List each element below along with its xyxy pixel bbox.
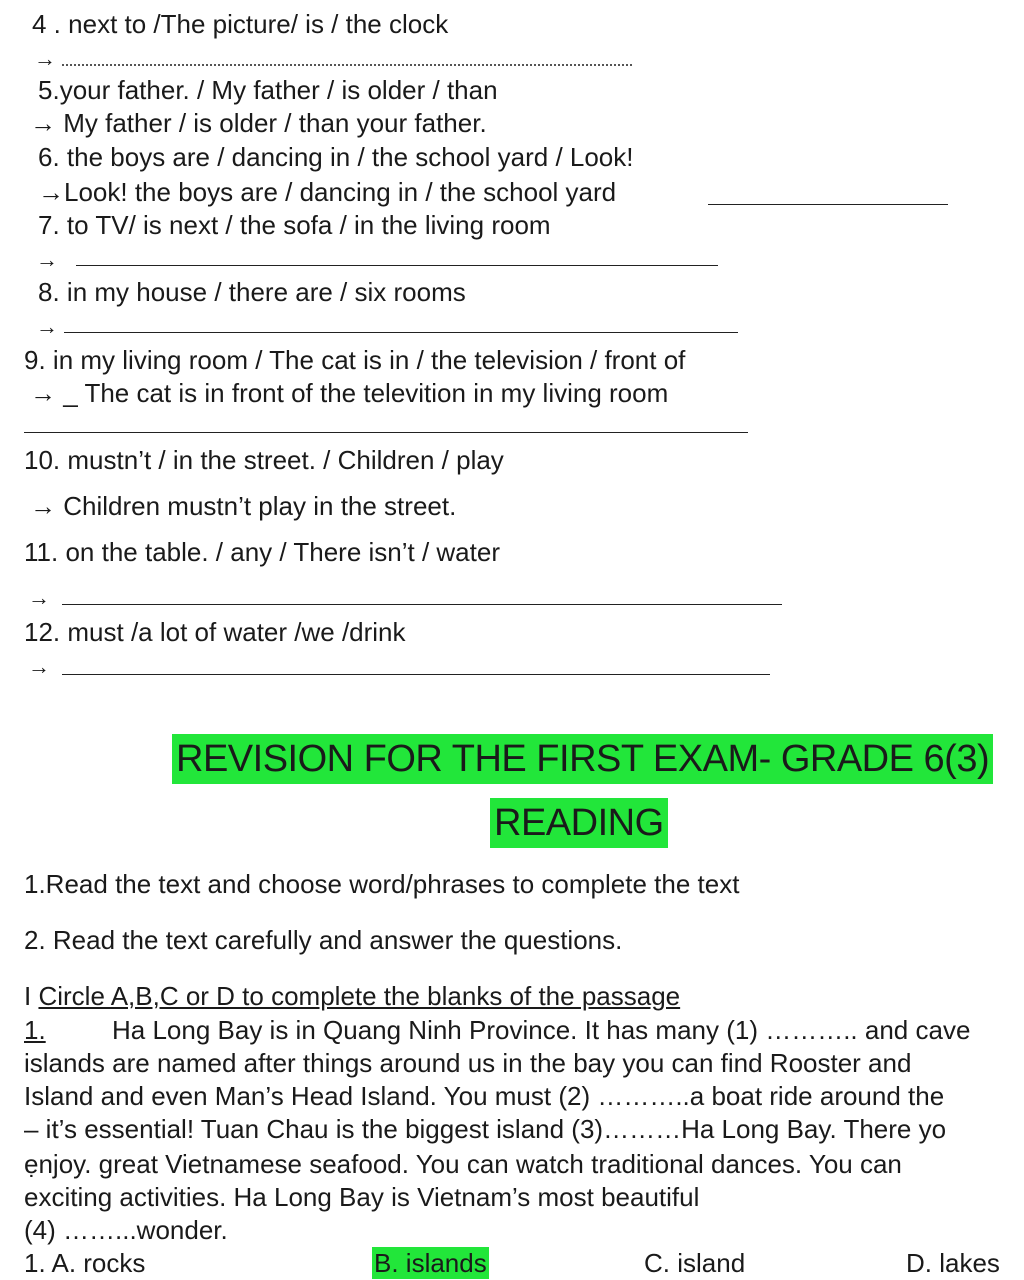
option-a[interactable]: 1. A. rocks bbox=[24, 1248, 146, 1278]
arrow-icon: → bbox=[28, 585, 50, 610]
arrow-icon: → bbox=[28, 654, 50, 679]
sentence-12-prompt: 12. must /a lot of water /we /drink bbox=[24, 617, 406, 647]
sentence-5-prompt: 5.your father. / My father / is older / than bbox=[38, 75, 498, 105]
sentence-9-answer: → _ The cat is in front of the televition in my living room bbox=[30, 378, 669, 408]
passage-item-number: 1. bbox=[24, 1015, 46, 1045]
revision-title-banner: REVISION FOR THE FIRST EXAM- GRADE 6(3) bbox=[172, 734, 993, 784]
passage-line: Island and even Man’s Head Island. You must (2) ………..a boat ride around the bbox=[24, 1081, 945, 1111]
arrow-icon: → bbox=[38, 177, 64, 207]
option-c[interactable]: C. island bbox=[644, 1248, 746, 1278]
instruction-2: 2. Read the text carefully and answer the questions. bbox=[24, 925, 623, 955]
sentence-7-prompt: 7. to TV/ is next / the sofa / in the living room bbox=[38, 210, 551, 240]
arrow-icon: → bbox=[36, 247, 58, 272]
answer-blank[interactable] bbox=[62, 64, 632, 66]
passage-line: ẹnjoy. great Vietnamese seafood. You can watch traditional dances. You can bbox=[24, 1149, 902, 1179]
answer-blank[interactable] bbox=[64, 332, 738, 333]
sentence-10-prompt: 10. mustn’t / in the street. / Children / play bbox=[24, 445, 504, 475]
answer-blank[interactable] bbox=[708, 204, 948, 205]
arrow-icon: → bbox=[34, 46, 56, 71]
passage-line: (4) ……...wonder. bbox=[24, 1215, 228, 1245]
sentence-4-prompt: 4 . next to /The picture/ is / the clock bbox=[32, 9, 449, 39]
sentence-11-prompt: 11. on the table. / any / There isn’t / water bbox=[24, 537, 500, 567]
sentence-6-answer: →Look! the boys are / dancing in / the school yard bbox=[38, 177, 617, 207]
sentence-9-prompt: 9. in my living room / The cat is in / the television / front of bbox=[24, 345, 686, 375]
arrow-icon: → bbox=[30, 491, 56, 521]
option-b-selected[interactable]: B. islands bbox=[374, 1248, 487, 1278]
sentence-5-answer: → My father / is older / than your father. bbox=[30, 108, 487, 138]
arrow-icon: → bbox=[30, 108, 56, 138]
sentence-10-answer: → Children mustn’t play in the street. bbox=[30, 491, 457, 521]
arrow-icon: → bbox=[36, 314, 58, 339]
reading-banner: READING bbox=[490, 798, 668, 848]
option-d[interactable]: D. lakes bbox=[906, 1248, 1000, 1278]
answer-blank[interactable] bbox=[76, 265, 718, 266]
instruction-1: 1.Read the text and choose word/phrases to complete the text bbox=[24, 869, 740, 899]
sentence-6-prompt: 6. the boys are / dancing in / the school yard / Look! bbox=[38, 142, 634, 172]
answer-blank[interactable] bbox=[62, 674, 770, 675]
answer-blank[interactable] bbox=[62, 604, 782, 605]
passage-line: Ha Long Bay is in Quang Ninh Province. It has many (1) ……….. and cave bbox=[112, 1015, 971, 1045]
passage-line: islands are named after things around us in the bay you can find Rooster and bbox=[24, 1048, 912, 1078]
sentence-8-prompt: 8. in my house / there are / six rooms bbox=[38, 277, 466, 307]
arrow-icon: → bbox=[30, 378, 56, 408]
answer-blank[interactable] bbox=[24, 432, 748, 433]
passage-line: – it’s essential! Tuan Chau is the biggest island (3)………Ha Long Bay. There yo bbox=[24, 1114, 947, 1144]
passage-line: exciting activities. Ha Long Bay is Vietnam’s most beautiful bbox=[24, 1182, 700, 1212]
section-heading: I Circle A,B,C or D to complete the blanks of the passage bbox=[24, 981, 681, 1011]
